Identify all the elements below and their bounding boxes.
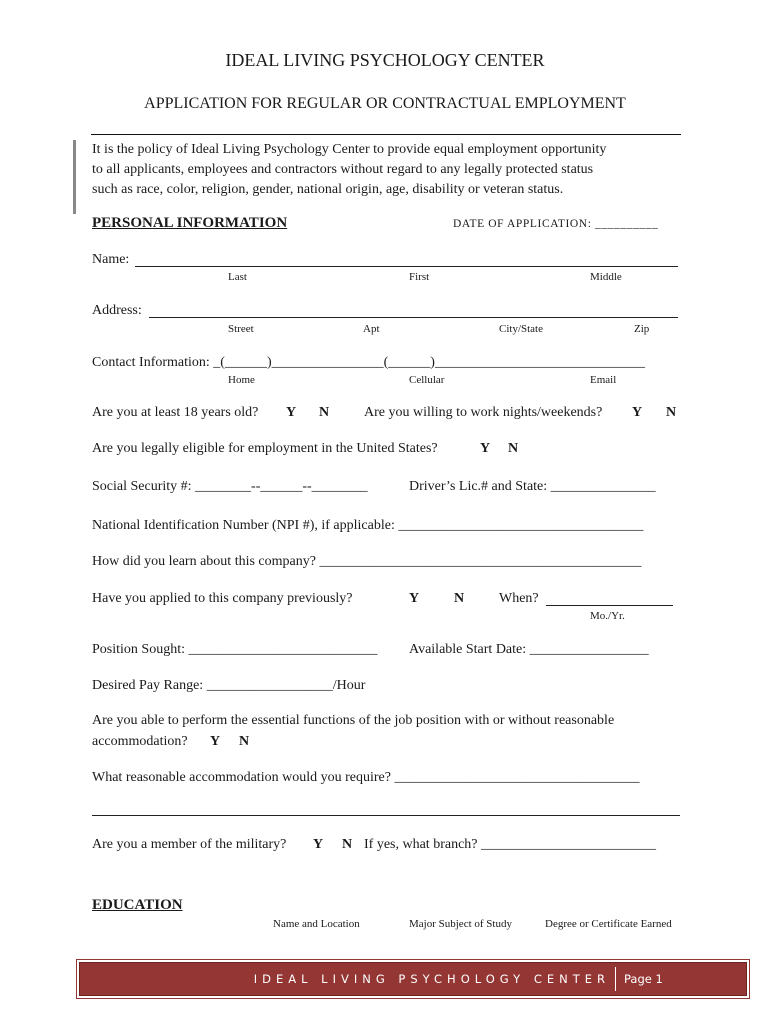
eligibility-question: Are you legally eligible for employment in the United States?	[92, 441, 438, 456]
learn-about-field[interactable]: How did you learn about this company? ______________________________________________	[92, 554, 642, 569]
title-rule	[91, 133, 681, 135]
essential-no-option[interactable]: N	[239, 734, 250, 749]
age-yes-option[interactable]: Y	[286, 405, 297, 420]
applied-yes-option[interactable]: Y	[409, 591, 420, 606]
footer-org-name: IDEAL LIVING PSYCHOLOGY CENTER	[253, 972, 610, 986]
address-sub-zip: Zip	[634, 323, 650, 335]
name-input-line[interactable]	[135, 265, 678, 267]
weekend-question: Are you willing to work nights/weekends?	[364, 405, 603, 420]
eligibility-no-option[interactable]: N	[508, 441, 519, 456]
drivers-license-field[interactable]: Driver’s Lic.# and State: _______________	[409, 479, 656, 494]
when-input-line[interactable]	[546, 604, 673, 606]
essential-yes-option[interactable]: Y	[210, 734, 221, 749]
ssn-field[interactable]: Social Security #: ________--______--________	[92, 479, 368, 494]
military-branch-field[interactable]: If yes, what branch? _________________________	[364, 837, 657, 852]
footer-bar	[79, 962, 747, 996]
policy-line-1: It is the policy of Ideal Living Psychology Center to provide equal employment opportunity	[92, 142, 607, 157]
education-heading: EDUCATION	[92, 897, 183, 913]
name-label: Name:	[92, 252, 130, 267]
contact-info-field[interactable]: Contact Information: _(______)________________(______)______________________________	[92, 355, 645, 370]
contact-sub-home: Home	[228, 374, 255, 386]
contact-sub-cellular: Cellular	[409, 374, 445, 386]
age-no-option[interactable]: N	[319, 405, 330, 420]
when-sub-mo-yr: Mo./Yr.	[590, 610, 625, 622]
contact-sub-email: Email	[590, 374, 617, 386]
name-sub-last: Last	[228, 271, 247, 283]
weekend-yes-option[interactable]: Y	[632, 405, 643, 420]
desired-pay-field[interactable]: Desired Pay Range: __________________/Hour	[92, 678, 366, 693]
available-start-date-field[interactable]: Available Start Date: _________________	[409, 642, 649, 657]
policy-line-3: such as race, color, religion, gender, national origin, age, disability or veteran status.	[92, 182, 564, 197]
applied-previously-question: Have you applied to this company previously?	[92, 591, 353, 606]
essential-functions-question-cont: accommodation?	[92, 734, 188, 749]
applied-no-option[interactable]: N	[454, 591, 465, 606]
education-col-name-location: Name and Location	[273, 918, 360, 930]
footer-page-number: Page 1	[624, 972, 663, 986]
military-yes-option[interactable]: Y	[313, 837, 324, 852]
address-sub-street: Street	[228, 323, 254, 335]
position-sought-field[interactable]: Position Sought: ___________________________	[92, 642, 378, 657]
application-title: APPLICATION FOR REGULAR OR CONTRACTUAL EMPLOYMENT	[144, 95, 626, 112]
name-sub-middle: Middle	[590, 271, 622, 283]
age-question: Are you at least 18 years old?	[92, 405, 259, 420]
date-of-application-field[interactable]: DATE OF APPLICATION: __________	[453, 218, 659, 230]
address-input-line[interactable]	[149, 316, 678, 318]
accommodation-input-line-2[interactable]	[92, 814, 680, 816]
policy-bar	[73, 140, 76, 214]
address-sub-apt: Apt	[363, 323, 380, 335]
when-label: When?	[499, 591, 539, 606]
weekend-no-option[interactable]: N	[666, 405, 677, 420]
accommodation-field[interactable]: What reasonable accommodation would you require? ___________________________________	[92, 770, 640, 785]
education-col-degree: Degree or Certificate Earned	[545, 918, 672, 930]
address-sub-city-state: City/State	[499, 323, 543, 335]
npi-field[interactable]: National Identification Number (NPI #), if applicable: ___________________________________	[92, 518, 644, 533]
eligibility-yes-option[interactable]: Y	[480, 441, 491, 456]
education-col-major: Major Subject of Study	[409, 918, 512, 930]
org-title: IDEAL LIVING PSYCHOLOGY CENTER	[225, 50, 545, 70]
address-label: Address:	[92, 303, 142, 318]
military-no-option[interactable]: N	[342, 837, 353, 852]
personal-info-heading: PERSONAL INFORMATION	[92, 215, 288, 231]
footer-divider	[615, 967, 616, 991]
military-question: Are you a member of the military?	[92, 837, 287, 852]
essential-functions-question: Are you able to perform the essential functions of the job position with or without reasonable	[92, 713, 615, 728]
name-sub-first: First	[409, 271, 430, 283]
policy-line-2: to all applicants, employees and contractors without regard to any legally protected status	[92, 162, 594, 177]
